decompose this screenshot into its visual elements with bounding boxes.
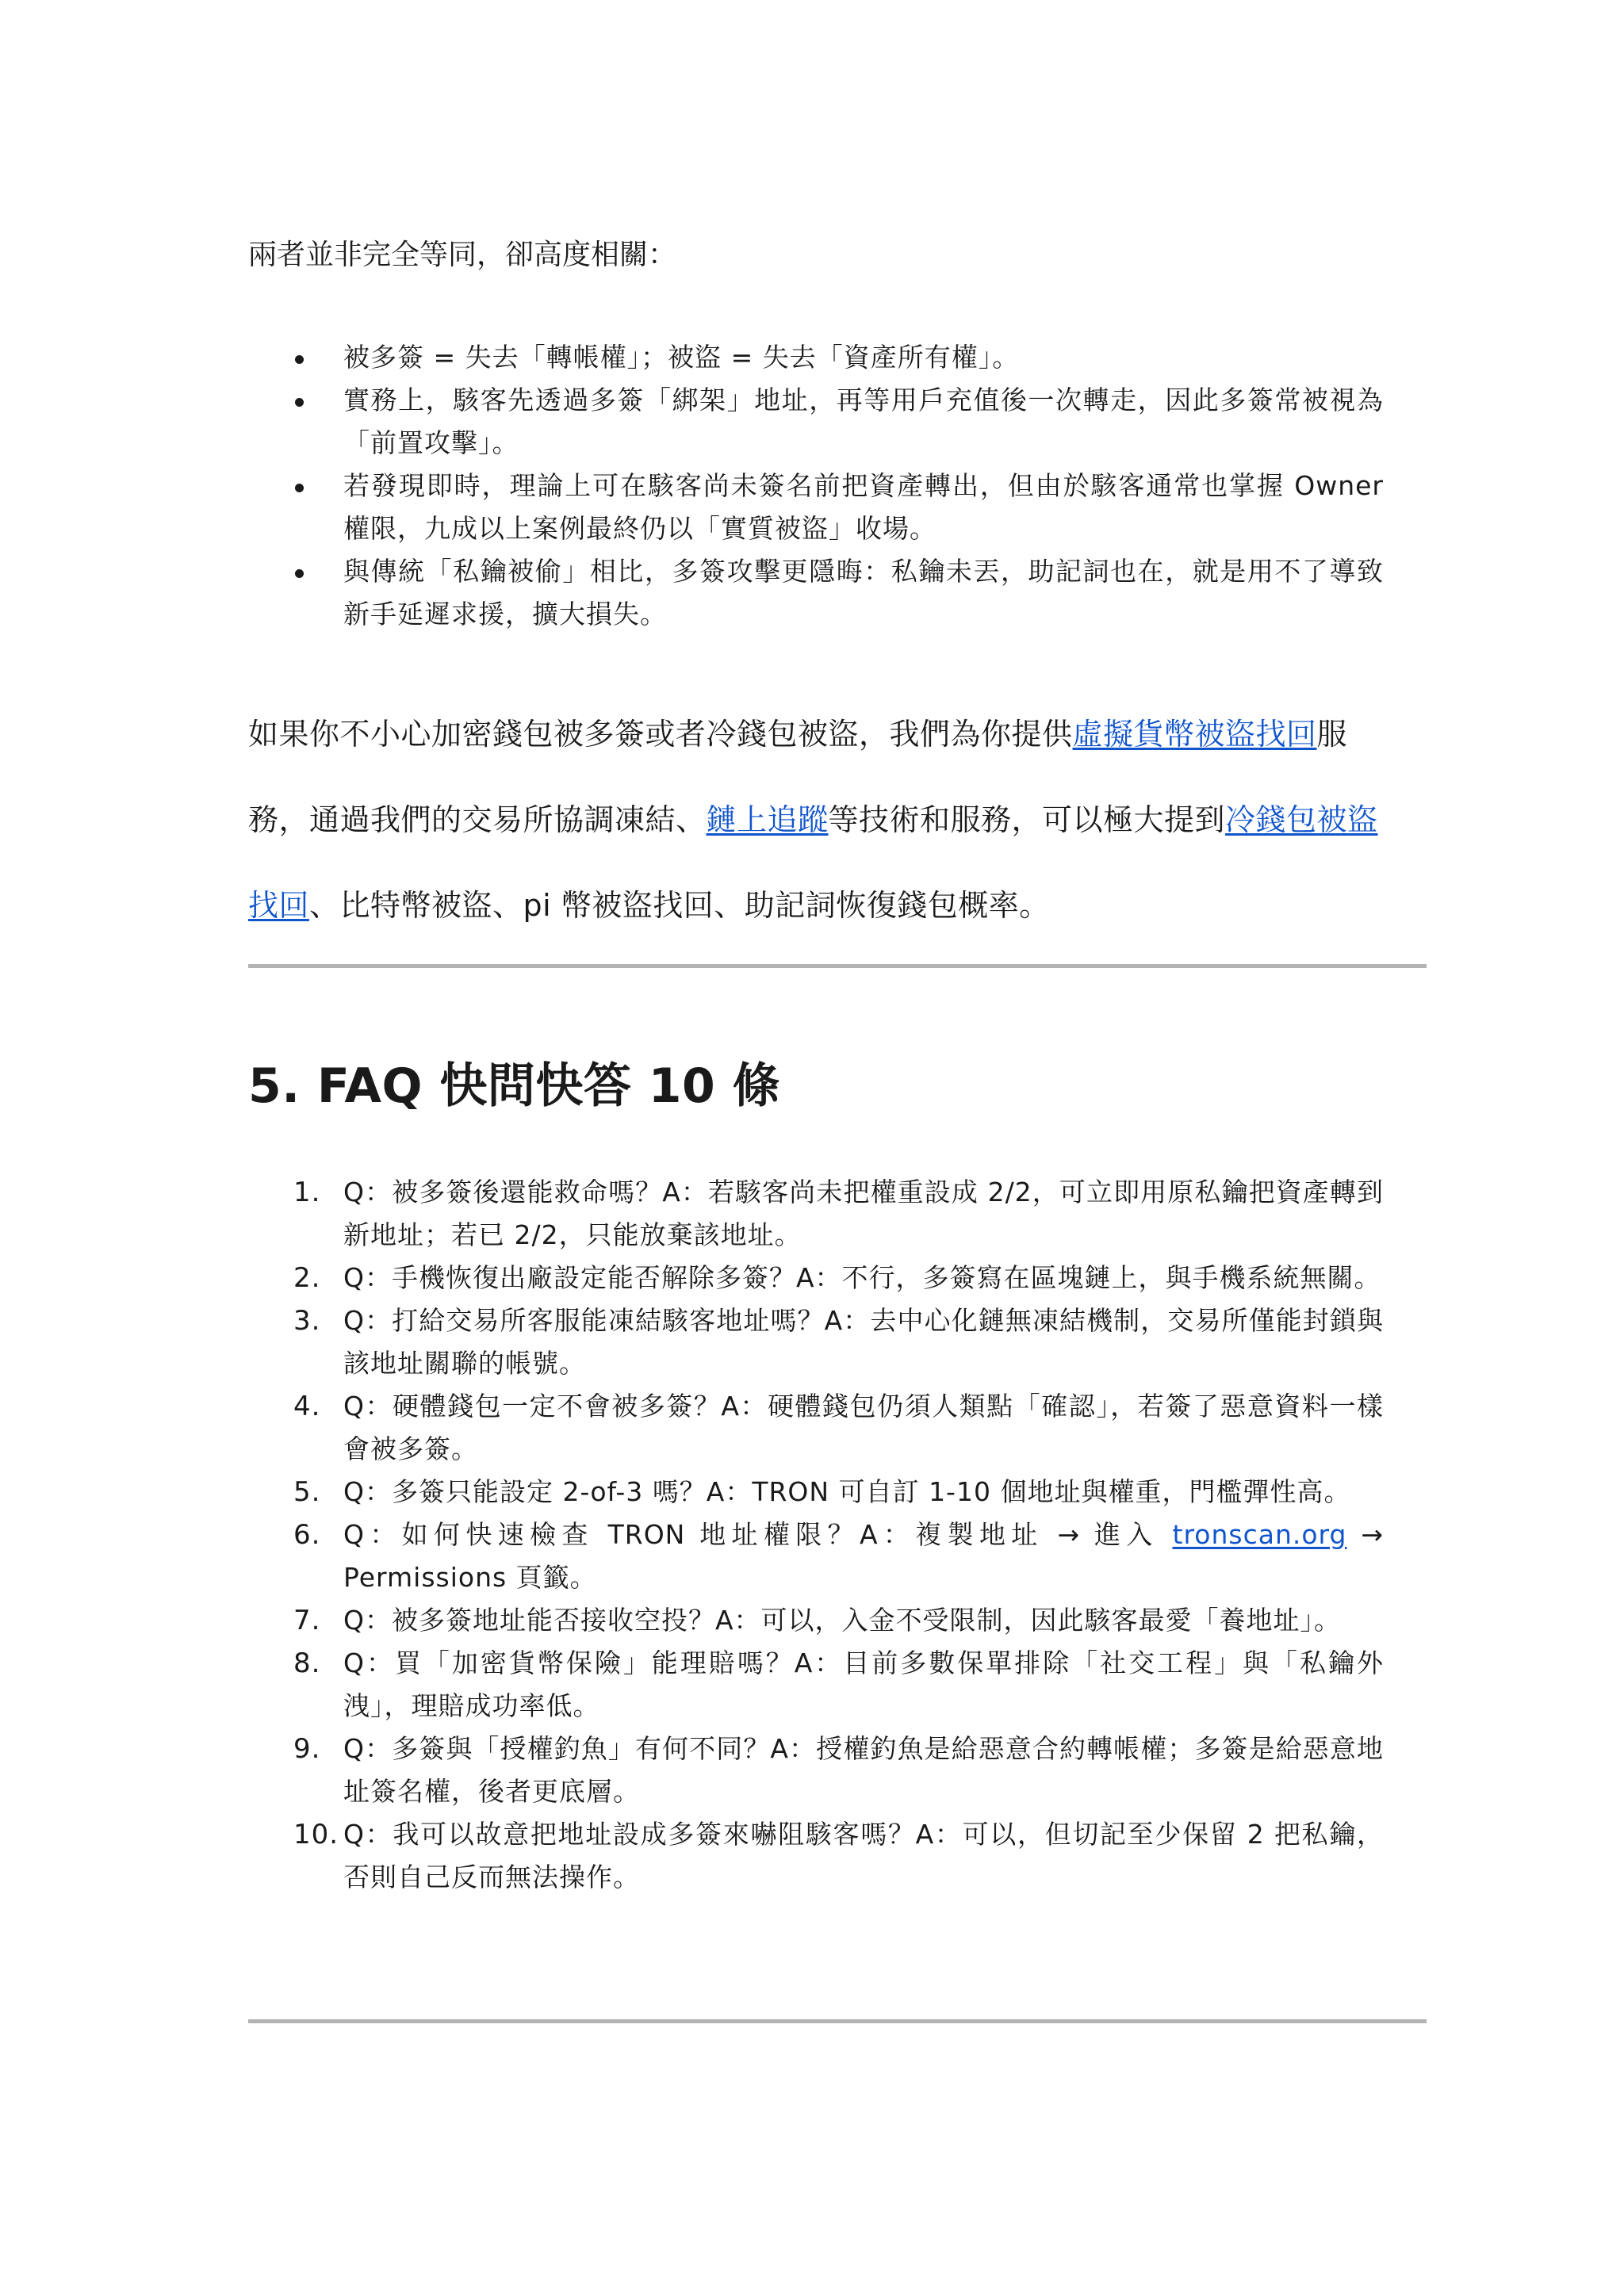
faq-item [248,1299,1384,1385]
faq-text: Q：被多簽地址能否接收空投？A：可以，入金不受限制，因此駭客最愛「養地址」。 [343,1605,1342,1636]
bullet-text: 被多簽 = 失去「轉帳權」；被盜 = 失去「資產所有權」。 [343,342,1020,373]
faq-text: Q：多簽只能設定 2-of-3 嗎？A：TRON 可自訂 1-10 個地址與權重，門檻彈性高。 [343,1476,1351,1507]
faq-item [248,1642,1384,1728]
crypto-theft-recovery-link[interactable]: 虛擬貨幣被盜找回 [1072,717,1317,752]
bullet-list [248,336,1384,636]
cold-wallet-recovery-link[interactable]: 冷錢包被盜找回 [248,802,1378,923]
promo-text: 等技術和服務，可以極大提到 [828,802,1226,837]
faq-number: 9. [293,1733,321,1765]
bullet-item [248,379,1384,465]
faq-item [248,1813,1384,1899]
bullet-dot-icon [295,398,304,407]
faq-text: Q：被多簽後還能救命嗎？A：若駭客尚未把權重設成 2/2，可立即用原私鑰把資產轉到新地址；若已 2/2，只能放棄該地址。 [343,1177,1384,1250]
tronscan-link[interactable]: tronscan.org [1172,1519,1347,1550]
faq-item [248,1385,1384,1471]
promo-text: 、比特幣被盜、pi 幣被盜找回、助記詞恢復錢包概率。 [309,888,1050,923]
faq-number: 4. [293,1391,321,1422]
promo-text: 如果你不小心加密錢包被多簽或者冷錢包被盜，我們為你提供 [248,717,1073,752]
bullet-dot-icon [295,569,304,578]
faq-text: Q：硬體錢包一定不會被多簽？A：硬體錢包仍須人類點「確認」，若簽了惡意資料一樣會被多簽。 [343,1391,1384,1464]
bullet-text: 若發現即時，理論上可在駭客尚未簽名前把資產轉出，但由於駭客通常也掌握 Owner 權限，九成以上案例最終仍以「實質被盜」收場。 [343,470,1384,544]
onchain-tracking-link[interactable]: 鏈上追蹤 [706,802,829,837]
faq-number: 2. [293,1262,321,1294]
faq-text: Q：我可以故意把地址設成多簽來嚇阻駭客嗎？A：可以，但切記至少保留 2 把私鑰，否則自己反而無法操作。 [343,1819,1384,1892]
bullet-item [248,336,1384,379]
faq-text: Q：打給交易所客服能凍結駭客地址嗎？A：去中心化鏈無凍結機制，交易所僅能封鎖與該地址關聯的帳號。 [343,1305,1384,1379]
faq-item [248,1728,1384,1813]
faq-text: Q：多簽與「授權釣魚」有何不同？A：授權釣魚是給惡意合約轉帳權；多簽是給惡意地址簽名權，後者更底層。 [343,1733,1384,1807]
faq-text: Q：手機恢復出廠設定能否解除多簽？A：不行，多簽寫在區塊鏈上，與手機系統無關。 [343,1262,1381,1293]
faq-text-after-link: → Permissions 頁籤。 [343,1519,1384,1593]
promo-paragraph [248,691,1384,948]
bullet-item [248,465,1384,550]
faq-number: 3. [293,1305,321,1337]
faq-number: 5. [293,1476,321,1508]
faq-number: 6. [293,1519,321,1551]
faq-number: 10. [293,1819,339,1850]
section-divider [248,964,1427,968]
faq-item [248,1513,1384,1599]
faq-number: 1. [293,1177,321,1208]
promo-text: 服務，通過我們的交易所協調凍結、 [248,717,1348,837]
faq-text [343,1513,1384,1599]
bullet-dot-icon [295,484,304,492]
bullet-text: 實務上，駭客先透過多簽「綁架」地址，再等用戶充值後一次轉走，因此多簽常被視為「前置攻擊」。 [343,385,1384,458]
bullet-item [248,550,1384,636]
faq-item [248,1257,1384,1299]
section-heading: 5. FAQ 快問快答 10 條 [248,1058,781,1114]
faq-item [248,1171,1384,1257]
faq-number: 7. [293,1605,321,1636]
faq-number: 8. [293,1647,321,1679]
faq-text-before-link: Q：如何快速檢查 TRON 地址權限？A：複製地址 → 進入 [343,1519,1173,1550]
faq-list [248,1171,1384,1899]
bullet-text: 與傳統「私鑰被偷」相比，多簽攻擊更隱晦：私鑰未丟，助記詞也在，就是用不了導致新手延遲求援，擴大損失。 [343,556,1384,629]
bullet-dot-icon [295,355,304,364]
section-divider [248,2019,1427,2023]
faq-item [248,1471,1384,1513]
intro-paragraph: 兩者並非完全等同，卻高度相關： [248,239,677,271]
faq-text: Q：買「加密貨幣保險」能理賠嗎？A：目前多數保單排除「社交工程」與「私鑰外洩」，理賠成功率低。 [343,1647,1384,1721]
faq-item [248,1599,1384,1642]
